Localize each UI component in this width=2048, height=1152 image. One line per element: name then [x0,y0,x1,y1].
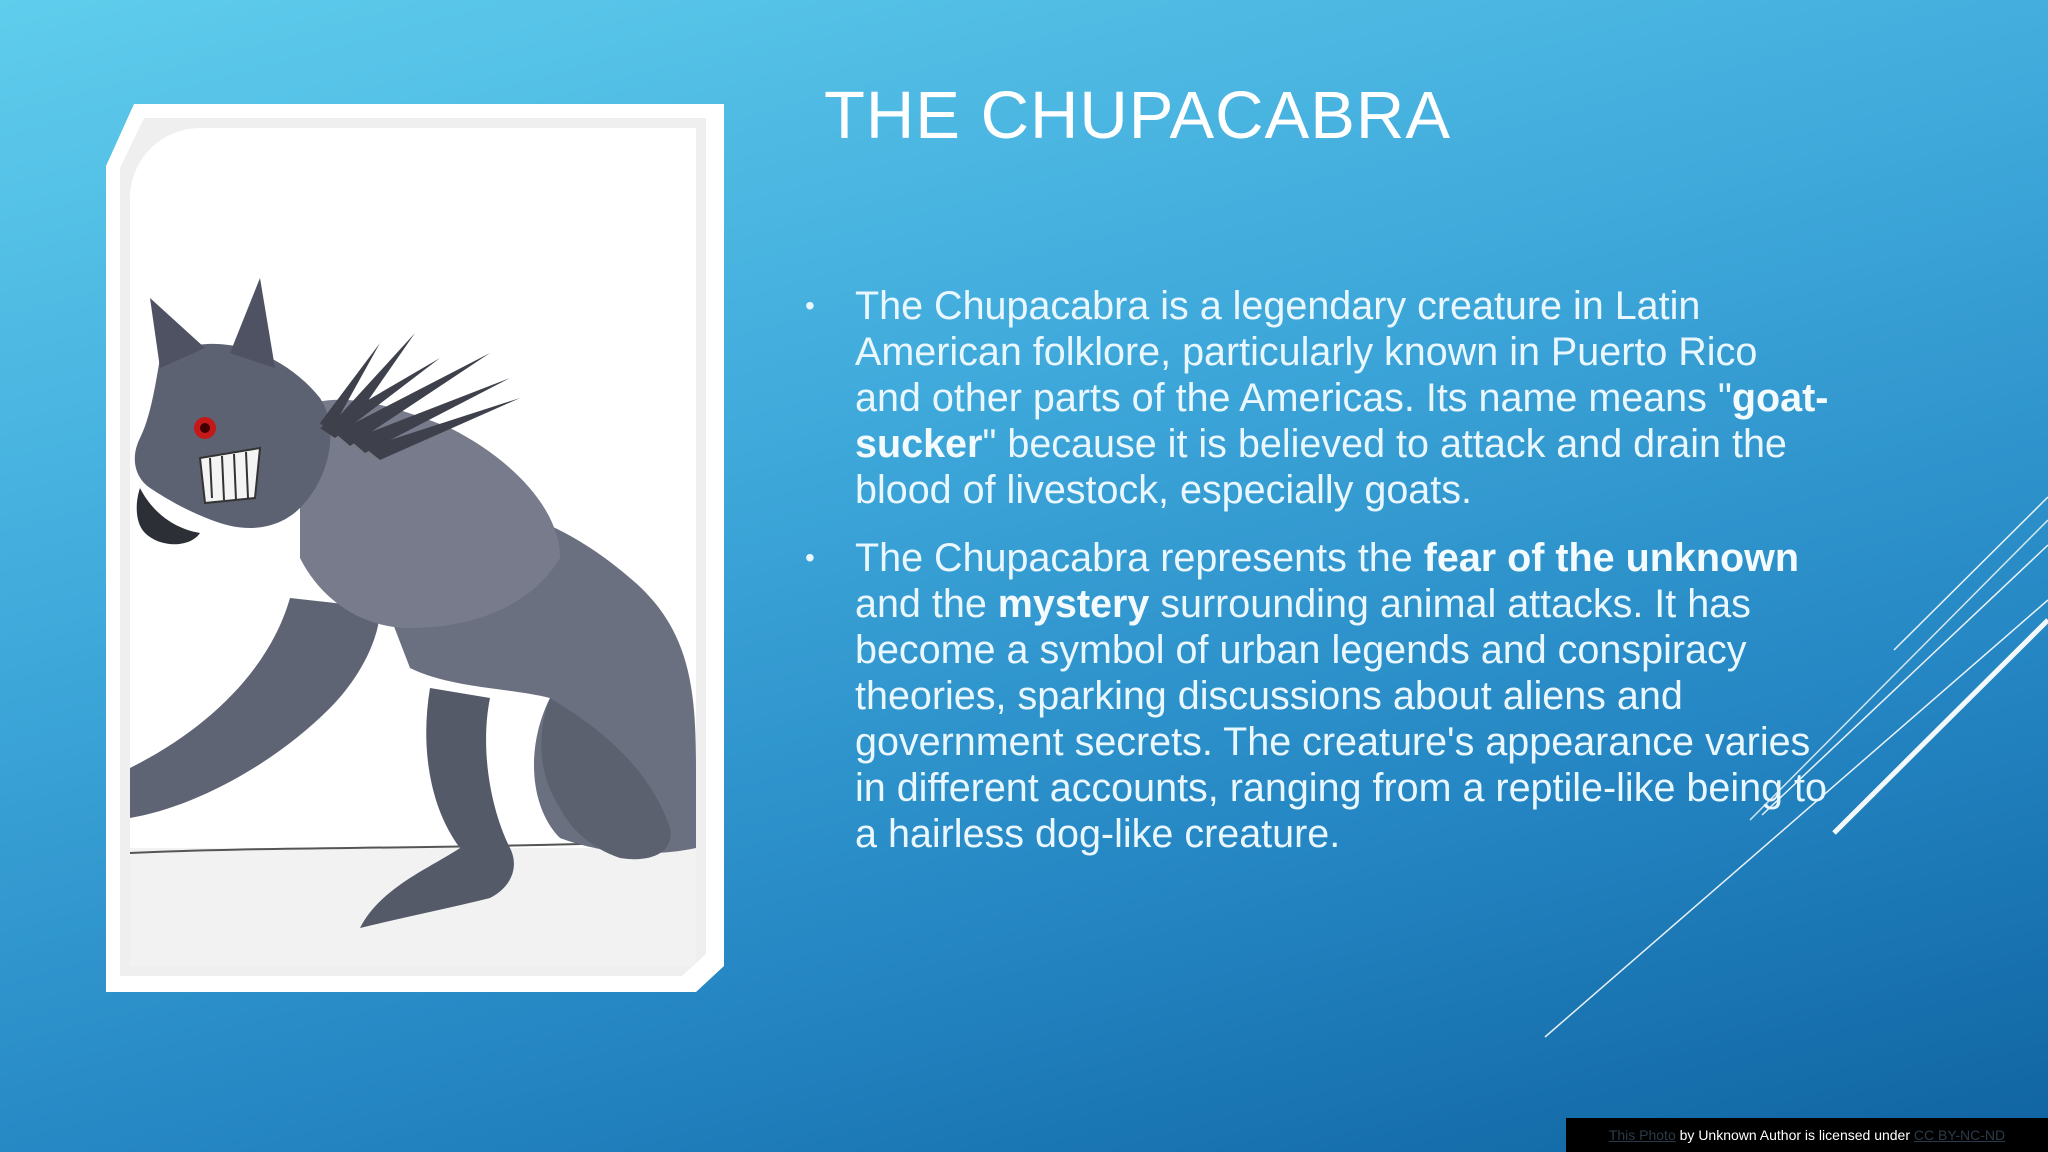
chupacabra-illustration-icon [130,128,696,966]
photo-mat [120,118,706,976]
bullet-2-bold-mystery: mystery [997,582,1150,626]
slide-title: THE CHUPACABRA [824,78,1452,153]
bullet-item-2 [800,535,1830,857]
bullet-dot-icon: • [805,290,815,321]
bullet-1-text-part: " because it is believed to attack and drain the blood of livestock, especially goats. [855,422,1787,512]
chupacabra-image [130,128,696,966]
photo-link[interactable]: This Photo [1608,1127,1676,1143]
license-link[interactable]: CC BY-NC-ND [1913,1127,2006,1143]
photo-attribution [1566,1118,2048,1152]
bullet-text [855,536,1827,856]
attribution-text: by Unknown Author is licensed under [1675,1127,1914,1143]
bullet-2-bold-fear-of-unknown: fear of the unknown [1423,536,1799,580]
bullet-1-bold-goat-sucker: goat-sucker [855,376,1829,466]
bullet-dot-icon: • [805,542,815,573]
bullet-text [855,284,1828,512]
bullet-2-text-part: surrounding animal attacks. It has become a symbol of urban legends and conspiracy theories, sparking discussions about aliens and government secrets. The creature's appearance varies in different accounts, ranging from a reptile-like being to a hairless dog-like creature. [855,582,1827,856]
bullet-1-text-part: The Chupacabra is a legendary creature in Latin American folklore, particularly known in Puerto Rico and other parts of the Americas. Its name means " [855,284,1758,420]
bullet-item-1 [800,283,1830,513]
bullet-list [800,283,1830,879]
photo-frame [106,104,724,992]
bullet-2-text-part: and the [855,582,998,626]
bullet-2-text-part: The Chupacabra represents the [855,536,1424,580]
